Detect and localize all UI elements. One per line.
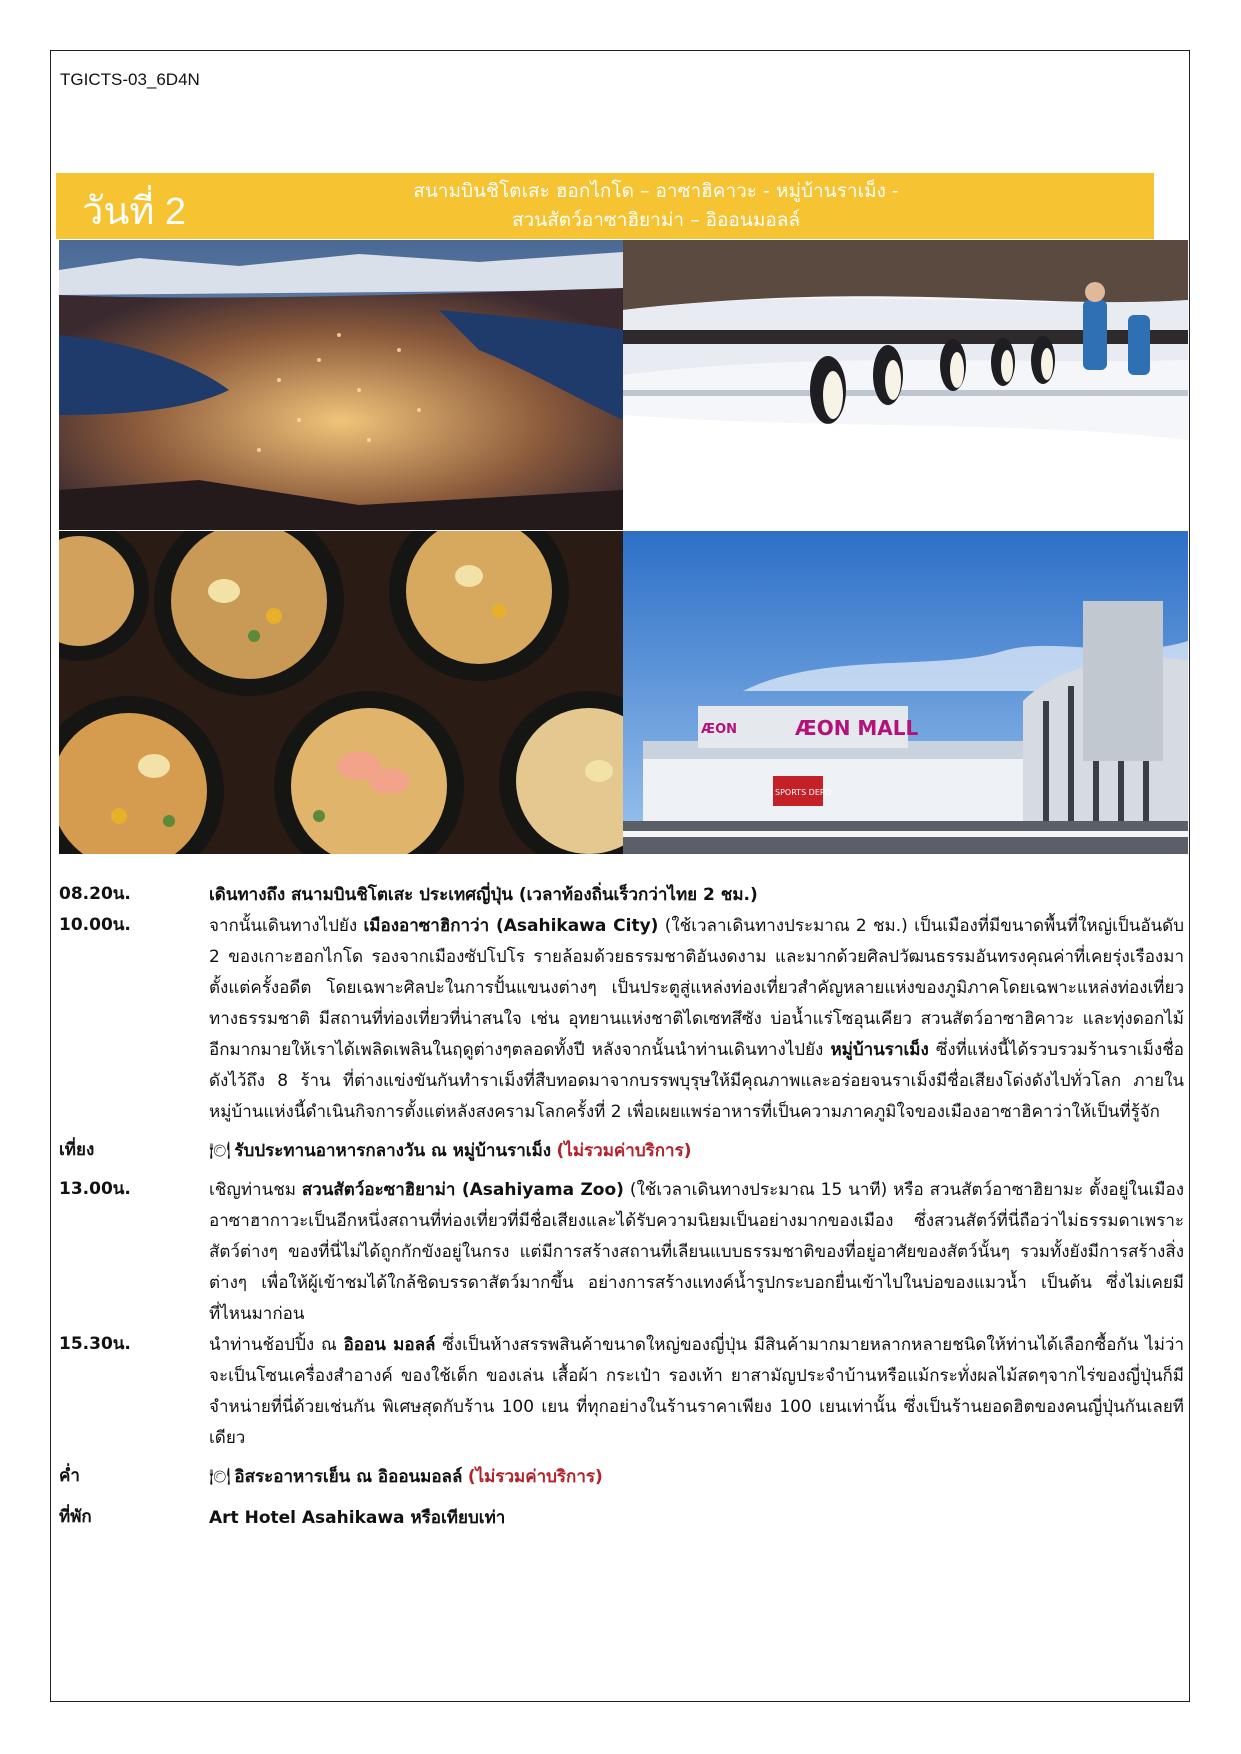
schedule-row-zoo (59, 1175, 1184, 1330)
activity-text (209, 880, 1184, 911)
price-note: (ไม่รวมค่าบริการ) (556, 1141, 692, 1161)
hotel-text: Art Hotel Asahikawa หรือเทียบเท่า (209, 1508, 506, 1528)
schedule-row-asahikawa (59, 911, 1184, 1128)
time-label: เที่ยง (59, 1140, 95, 1160)
time-label: 13.00น. (59, 1179, 131, 1199)
time-label: 15.30น. (59, 1334, 131, 1354)
schedule-row-lunch (59, 1136, 1184, 1167)
activity-text: จากนั้นเดินทางไปยัง เมืองอาซาฮิกาว่า (Asahikawa City) (ใช้เวลาเดินทางประมาณ 2 ชม.) เป็นเมืองที่มีขนาดพื้นที่ใหญ่เป็นอันดับ 2 ของเกาะฮอกไกโด รองจากเมืองซัปโปโร รายล้อมด้วยธรรมชาติอันงดงาม และมากด้วยศิลปวัฒนธรรมอันทรงคุณค่าที่เคยรุ่งเรืองมาตั้งแต่ครั้งอดีต โดยเฉพาะศิลปะในการปั้นแขนงต่างๆ เป็นประตูสู่แหล่งท่องเที่ยวสำคัญหลายแห่งของภูมิภาคโดยเฉพาะแหล่งท่องเที่ยวทางธรรมชาติ มีสถานที่ท่องเที่ยวที่น่าสนใจ เช่น อุทยานแห่งชาติไดเซทสึซัง บ่อน้ำแร่โซอุนเคียว สวนสัตว์อาซาฮิคาวะ และทุ่งดอกไม้อีกมากมายให้เราได้เพลิดเพลินในฤดูต่างๆตลอดทั้งปี หลังจากนั้นนำท่านเดินทางไปยัง หมู่บ้านราเม็ง ซึ่งที่แห่งนี้ได้รวบรวมร้านราเม็งชื่อดังไว้ถึง 8 ร้าน ที่ต่างแข่งขันกันทำราเม็งที่สืบทอดมาจากบรรพบุรุษให้มีคุณภาพและอร่อยจนราเม็งมีชื่อเสียงโด่งดังไปทั่วโลก ภายในหมู่บ้านแห่งนี้ดำเนินกิจการตั้งแต่หลังสงครามโลกครั้งที่ 2 เพื่อเผยแพร่อาหารที่เป็นความภาคภูมิใจของเมืองอาซาฮิคาว่าให้เป็นที่รู้จัก (209, 916, 1184, 1122)
schedule-row-arrival (59, 880, 1184, 911)
aeon-sign: ÆON (701, 722, 738, 737)
time-label: ค่ำ (59, 1466, 80, 1486)
photo-ramen-bowls (59, 531, 623, 854)
time-label: ที่พัก (59, 1507, 92, 1527)
route-text (336, 177, 976, 235)
route-line-2: สวนสัตว์อาซาฮิยาม่า – อิออนมอลล์ (511, 209, 801, 231)
aeon-mall-sign: ÆON MALL (795, 716, 919, 740)
activity-text: นำท่านช้อปปิ้ง ณ อิออน มอลล์ ซึ่งเป็นห้างสรรพสินค้าขนาดใหญ่ของญี่ปุ่น มีสินค้ามากมายหลากหลายชนิดให้ท่านได้เลือกซื้อกัน ไม่ว่าจะเป็นโซนเครื่องสำอางค์ ของใช้เด็ก ของเล่น เสื้อผ้า กระเป๋า รองเท้า ยาสามัญประจำบ้านหรือแม้กระทั่งผลไม้สดๆจากไร่ของญี่ปุ่นก็มีจำหน่ายที่นี่ด้วยเช่นกัน พิเศษสุดกับร้าน 100 เยน ที่ทุกอย่างในร้านราคาเพียง 100 เยนเท่านั้น ซึ่งเป็นร้านยอดฮิตของคนญี่ปุ่นกันเลยทีเดียว (209, 1335, 1185, 1448)
meal-icon: 🍽 (209, 1467, 231, 1487)
schedule-row-dinner (59, 1462, 1184, 1493)
photo-grid (59, 240, 1188, 854)
time-label: 10.00น. (59, 915, 131, 935)
schedule-row-aeon (59, 1330, 1184, 1454)
shop-sign: SPORTS DEPO (775, 788, 832, 797)
arrival-text: เดินทางถึง สนามบินชิโตเสะ ประเทศญี่ปุ่น (เวลาท้องถิ่นเร็วกว่าไทย 2 ชม.) (209, 885, 758, 905)
route-line-1: สนามบินชิโตเสะ ฮอกไกโด – อาซาฮิคาวะ - หมู่บ้านราเม็ง - (413, 180, 899, 202)
meal-icon: 🍽 (209, 1141, 231, 1161)
photo-penguin-parade (623, 240, 1188, 530)
document-code: TGICTS-03_6D4N (60, 70, 200, 89)
ramen-village-name: หมู่บ้านราเม็ง (830, 1040, 929, 1060)
time-label: 08.20น. (59, 884, 131, 904)
schedule (59, 880, 1184, 1534)
asahikawa-city-name: เมืองอาซาฮิกาว่า (Asahikawa City) (363, 916, 659, 936)
day-label: วันที่ 2 (82, 191, 187, 233)
price-note: (ไม่รวมค่าบริการ) (467, 1467, 603, 1487)
photo-hakodate-night-view (59, 240, 623, 530)
meal-text: 🍽 รับประทานอาหารกลางวัน ณ หมู่บ้านราเม็ง (ไม่รวมค่าบริการ) (209, 1136, 1184, 1167)
schedule-row-hotel (59, 1503, 1184, 1534)
meal-text: 🍽 อิสระอาหารเย็น ณ อิออนมอลล์ (ไม่รวมค่าบริการ) (209, 1462, 1184, 1493)
photo-aeon-mall (623, 531, 1188, 854)
activity-text: เชิญท่านชม สวนสัตว์อะซาฮิยาม่า (Asahiyama Zoo) (ใช้เวลาเดินทางประมาณ 15 นาที) หรือ สวนสัตว์อาซาฮิยามะ ตั้งอยู่ในเมืองอาซาฮากาวะเป็นอีกหนึ่งสถานที่ท่องเที่ยวที่มีชื่อเสียงและได้รับความนิยมเป็นอย่างมากของเมือง ซึ่งสวนสัตว์ที่นี่ถือว่าไม่ธรรมดาเพราะสัตว์ต่างๆ ของที่นี่ไม่ได้ถูกกักขังอยู่ในกรง แต่มีการสร้างสถานที่เลียนแบบธรรมชาติของที่อยู่อาศัยของสัตว์นั้นๆ รวมทั้งยังมีการสร้างสิ่งต่างๆ เพื่อให้ผู้เข้าชมได้ใกล้ชิดบรรดาสัตว์มากขึ้น อย่างการสร้างแทงค์น้ำรูปกระบอกยื่นเข้าไปในบ่อของแมวน้ำ เป็นต้น ซึ่งไม่เคยมีที่ไหนมาก่อน (209, 1180, 1185, 1324)
day-banner (56, 173, 1154, 239)
aeon-mall-name: อิออน มอลล์ (343, 1335, 436, 1355)
asahiyama-zoo-name: สวนสัตว์อะซาฮิยาม่า (Asahiyama Zoo) (301, 1180, 624, 1200)
